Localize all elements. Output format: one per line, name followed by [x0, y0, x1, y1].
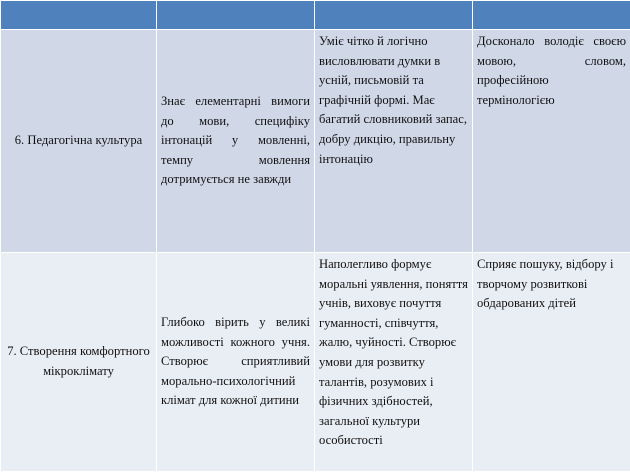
header-cell-2 [157, 1, 315, 30]
header-cell-1 [1, 1, 157, 30]
header-cell-3 [315, 1, 473, 30]
level-low-cell: Глибоко вірить у великі можливості кожного учня. Створює сприятливий морально-психологічний клімат для кожної дитини [157, 253, 315, 472]
level-mid-cell: Уміє чітко й логічно висловлювати думки в усній, письмовій та графічній формі. Має багатий словниковий запас, добру дикцію, правильну інтонацію [315, 30, 473, 253]
level-mid-cell: Наполегливо формує моральні уявлення, поняття учнів, виховує почуття гуманності, співчуття, жалю, чуйності. Створює умови для розвитку талантів, розумових і фізичних здібностей, загальної культури особистості [315, 253, 473, 472]
table-row [1, 253, 630, 472]
level-low-cell: Знає елементарні вимоги до мови, специфіку інтонацій у мовленні, темпу мовлення дотримується не завжди [157, 30, 315, 253]
header-row [1, 1, 630, 30]
header-cell-4 [473, 1, 630, 30]
criterion-cell: 6. Педагогічна культура [1, 30, 157, 253]
criterion-cell: 7. Створення комфортного мікроклімату [1, 253, 157, 472]
table-row [1, 30, 630, 253]
level-high-cell: Сприяє пошуку, відбору і творчому розвиткові обдарованих дітей [473, 253, 630, 472]
level-high-cell: Досконало володіє своєю мовою, словом, професійною термінологією [473, 30, 630, 253]
